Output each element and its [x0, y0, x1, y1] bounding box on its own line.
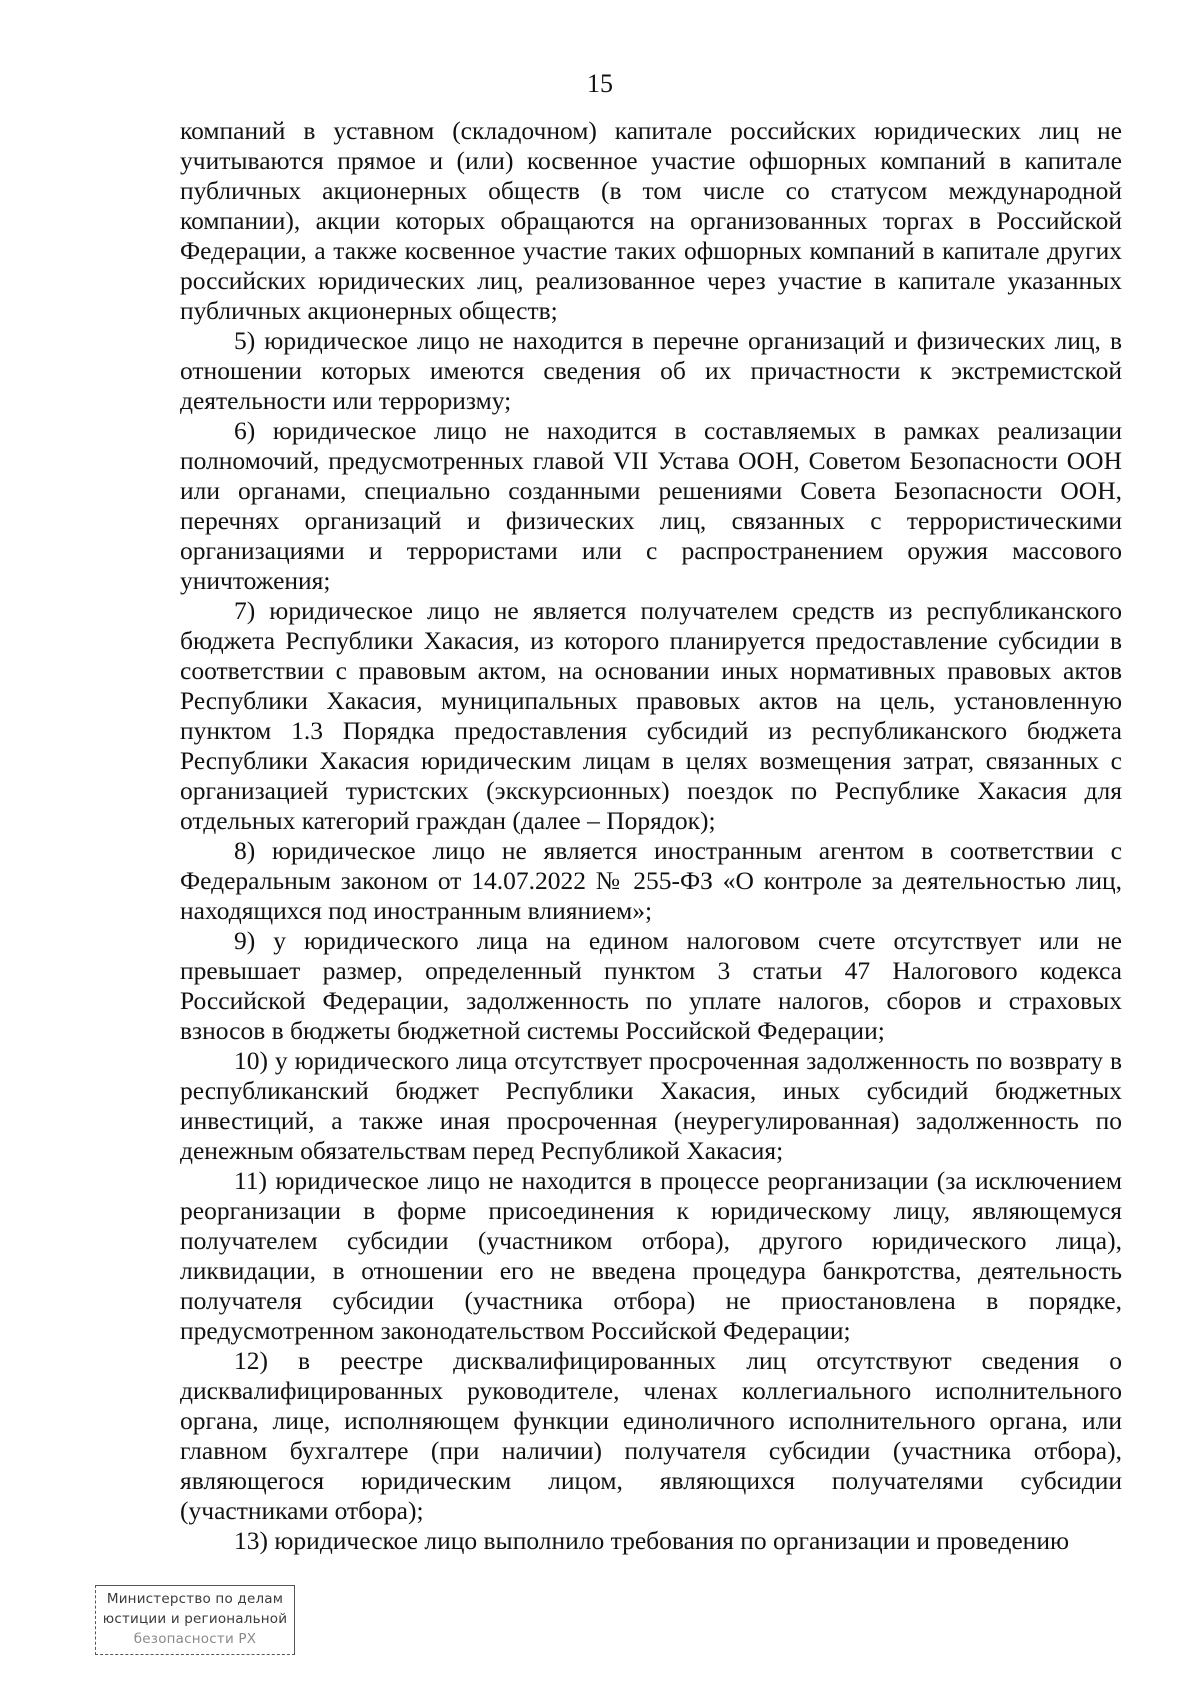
- document-body: [180, 116, 1122, 1556]
- paragraph-item-9: 9) у юридического лица на едином налоговом счете отсутствует или не превышает размер, определенный пунктом 3 статьи 47 Налогового кодекса Российской Федерации, задолженность по уплате налогов, сборов и страховых взносов в бюджеты бюджетной системы Российской Федерации;: [180, 926, 1122, 1045]
- stamp-line-3: безопасности РХ: [133, 1631, 257, 1647]
- paragraph-continuation: компаний в уставном (складочном) капитале российских юридических лиц не учитываются прямое и (или) косвенное участие офшорных компаний в капитале публичных акционерных обществ (в том числе со статусом международной компании), акции которых обращаются на организованных торгах в Российской Федерации, а также косвенное участие таких офшорных компаний в капитале других российских юридических лиц, реализованное через участие в капитале указанных публичных акционерных обществ;: [180, 116, 1122, 325]
- paragraph-item-8: 8) юридическое лицо не является иностранным агентом в соответствии с Федеральным законом от 14.07.2022 № 255-ФЗ «О контроле за деятельностью лиц, находящихся под иностранным влиянием»;: [180, 836, 1122, 925]
- paragraph-item-7: 7) юридическое лицо не является получателем средств из республиканского бюджета Республики Хакасия, из которого планируется предоставление субсидии в соответствии с правовым актом, на основании иных нормативных правовых актов Республики Хакасия, муниципальных правовых актов на цель, установленную пунктом 1.3 Порядка предоставления субсидий из республиканского бюджета Республики Хакасия юридическим лицам в целях возмещения затрат, связанных с организацией туристских (экскурсионных) поездок по Республике Хакасия для отдельных категорий граждан (далее – Порядок);: [180, 596, 1122, 835]
- paragraph-item-5: 5) юридическое лицо не находится в перечне организаций и физических лиц, в отношении которых имеются сведения об их причастности к экстремистской деятельности или терроризму;: [180, 326, 1122, 415]
- paragraph-item-11: 11) юридическое лицо не находится в процессе реорганизации (за исключением реорганизации в форме присоединения к юридическому лицу, являющемуся получателем субсидии (участником отбора), другого юридического лица), ликвидации, в отношении его не введена процедура банкротства, деятельность получателя субсидии (участника отбора) не приостановлена в порядке, предусмотренном законодательством Российской Федерации;: [180, 1166, 1122, 1345]
- paragraph-item-6: 6) юридическое лицо не находится в составляемых в рамках реализации полномочий, предусмотренных главой VII Устава ООН, Советом Безопасности ООН или органами, специально созданными решениями Совета Безопасности ООН, перечнях организаций и физических лиц, связанных с террористическими организациями и террористами или с распространением оружия массового уничтожения;: [180, 416, 1122, 595]
- stamp-line-1: Министерство по делам: [106, 1591, 284, 1607]
- paragraph-item-12: 12) в реестре дисквалифицированных лиц отсутствуют сведения о дисквалифицированных руководителе, членах коллегиального исполнительного органа, лице, исполняющем функции единоличного исполнительного органа, или главном бухгалтере (при наличии) получателя субсидии (участника отбора), являющегося юридическим лицом, являющихся получателями субсидии (участниками отбора);: [180, 1346, 1122, 1525]
- stamp-line-2: юстиции и региональной: [102, 1611, 288, 1627]
- paragraph-item-10: 10) у юридического лица отсутствует просроченная задолженность по возврату в республиканский бюджет Республики Хакасия, иных субсидий бюджетных инвестиций, а также иная просроченная (неурегулированная) задолженность по денежным обязательствам перед Республикой Хакасия;: [180, 1046, 1122, 1165]
- ministry-stamp: [95, 1585, 295, 1655]
- paragraph-item-13: 13) юридическое лицо выполнило требования по организации и проведению: [234, 1526, 1070, 1555]
- page-number: 15: [587, 69, 613, 98]
